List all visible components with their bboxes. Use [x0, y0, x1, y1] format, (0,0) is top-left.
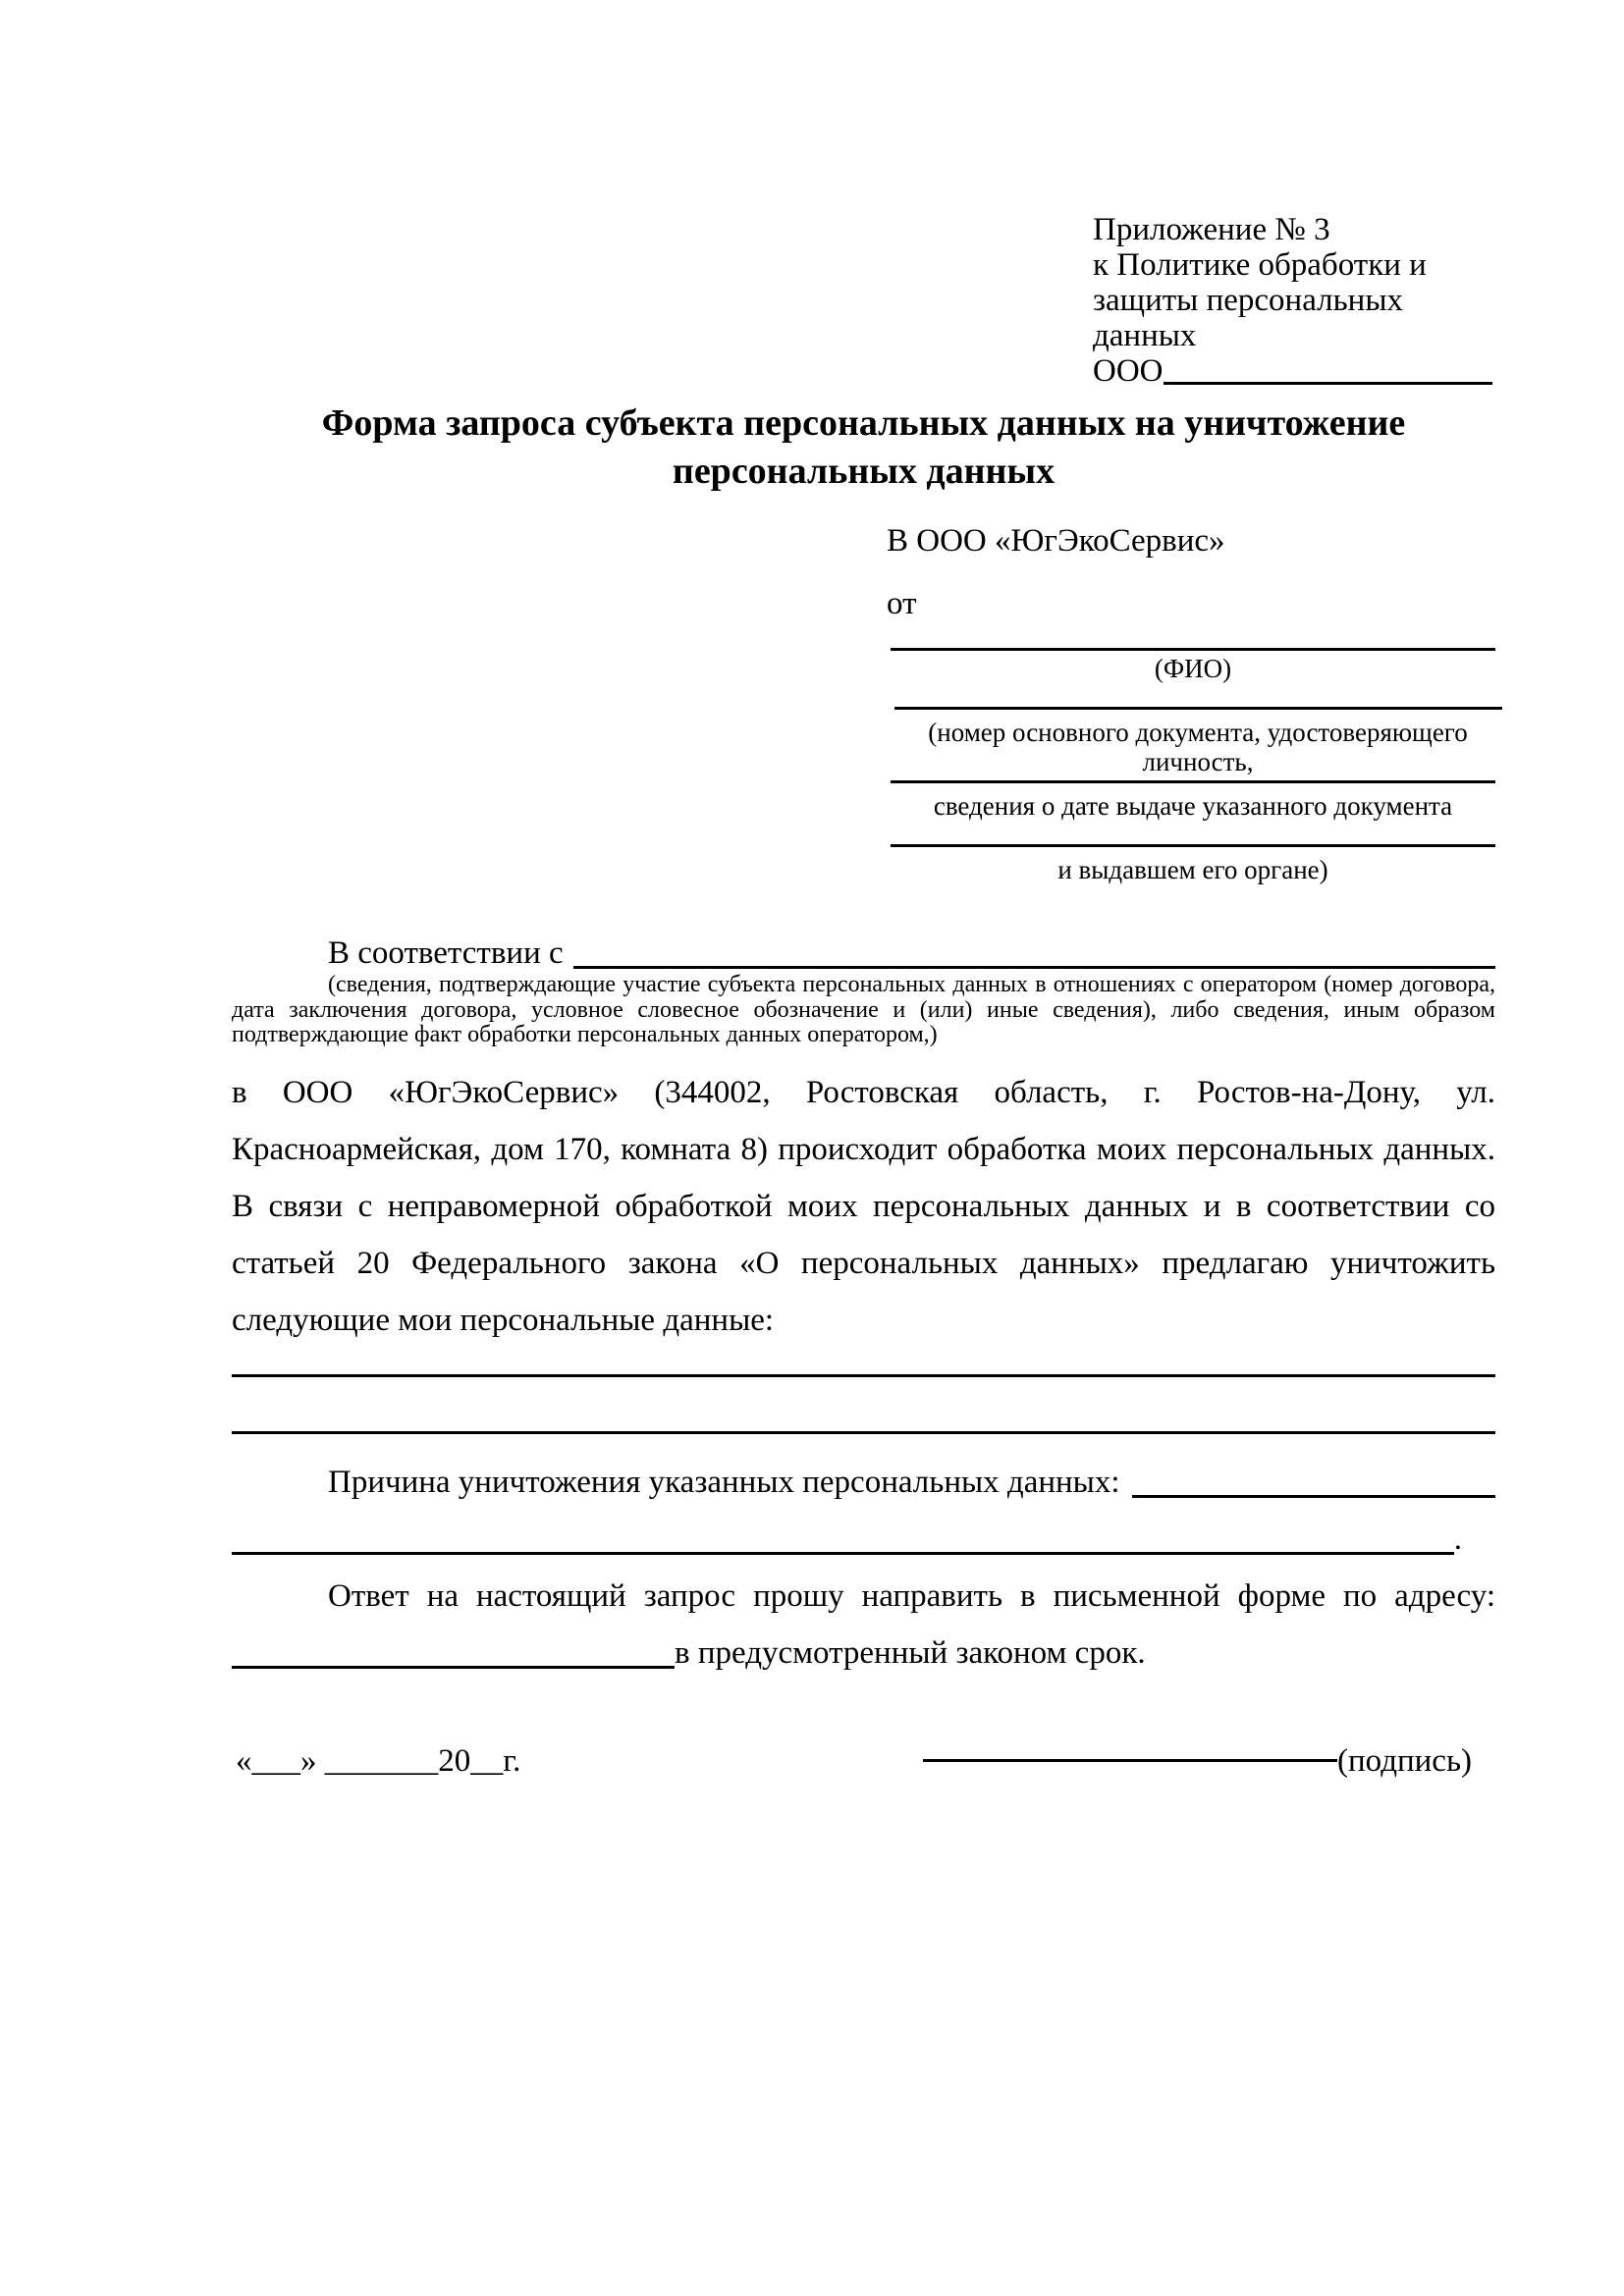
document-number-blank-line — [894, 665, 1502, 710]
issuing-authority-caption: и выдавшем его органе) — [1057, 855, 1328, 884]
personal-data-blank-line-2 — [232, 1389, 1495, 1434]
ooo-label: ООО — [1093, 353, 1164, 389]
signature-blank-line — [923, 1717, 1337, 1762]
issue-date-blank-line — [891, 738, 1495, 783]
reply-address-row — [232, 1633, 1495, 1673]
signature-caption: (подпись) — [1337, 1743, 1472, 1779]
reason-continuation-row — [232, 1520, 1462, 1559]
reply-paragraph: Ответ на настоящий запрос прошу направить в письменной форме по адресу: — [328, 1578, 1495, 1614]
document-number-caption: (номер основного документа, удостоверяющего личность, — [928, 718, 1468, 776]
issuing-authority-blank-line — [891, 802, 1495, 847]
reason-continuation-blank-line — [232, 1520, 1454, 1555]
accordance-fine-print: (сведения, подтверждающие участие субъекта персональных данных в отношениях с оператором (номер договора, дата заключения договора, условное словесное обозначение и (или) иные сведения), либо сведения, иным образом подтверждающие факт обработки персональных данных оператором,) — [232, 972, 1495, 1047]
fio-blank-line — [891, 606, 1495, 651]
personal-data-blank-line-1 — [232, 1332, 1495, 1377]
period-text: . — [1453, 1522, 1462, 1557]
header-line-policy2: защиты персональных данных — [1093, 283, 1403, 353]
reason-row — [328, 1463, 1495, 1502]
reason-blank-line — [1132, 1463, 1495, 1498]
ooo-blank-line — [1164, 353, 1493, 385]
header-block — [1093, 212, 1492, 389]
header-line-appendix: Приложение № 3 — [1093, 212, 1330, 247]
header-ooo-row — [1093, 353, 1492, 389]
recipient-from-label: от — [887, 586, 917, 621]
fio-caption: (ФИО) — [1154, 654, 1232, 683]
accordance-row — [328, 934, 1495, 973]
document-title: Форма запроса субъекта персональных данных на уничтожение персональных данных — [321, 402, 1406, 492]
main-paragraph: в ООО «ЮгЭкоСервис» (344002, Ростовская область, г. Ростов-на-Дону, ул. Красноармейская, дом 170, комната 8) происходит обработка моих персональных данных. В связи с неправомерной обработкой моих персональных данных и в соответствии со статьей 20 Федерального закона «О персональных данных» предлагаю уничтожить следующие мои персональные данные: — [232, 1075, 1495, 1338]
address-blank-line — [232, 1633, 675, 1669]
header-line-policy: к Политике обработки и — [1093, 247, 1427, 283]
recipient-to: В ООО «ЮгЭкоСервис» — [887, 523, 1225, 559]
accordance-blank-line — [573, 934, 1495, 969]
reason-label: Причина уничтожения указанных персональных данных: — [328, 1465, 1120, 1500]
reply-tail-text: в предусмотренный законом срок. — [675, 1635, 1146, 1671]
date-line: «___» _______20__г. — [236, 1743, 521, 1779]
accordance-lead: В соответствии с — [328, 935, 564, 971]
issue-date-caption: сведения о дате выдаче указанного документа — [933, 791, 1453, 821]
